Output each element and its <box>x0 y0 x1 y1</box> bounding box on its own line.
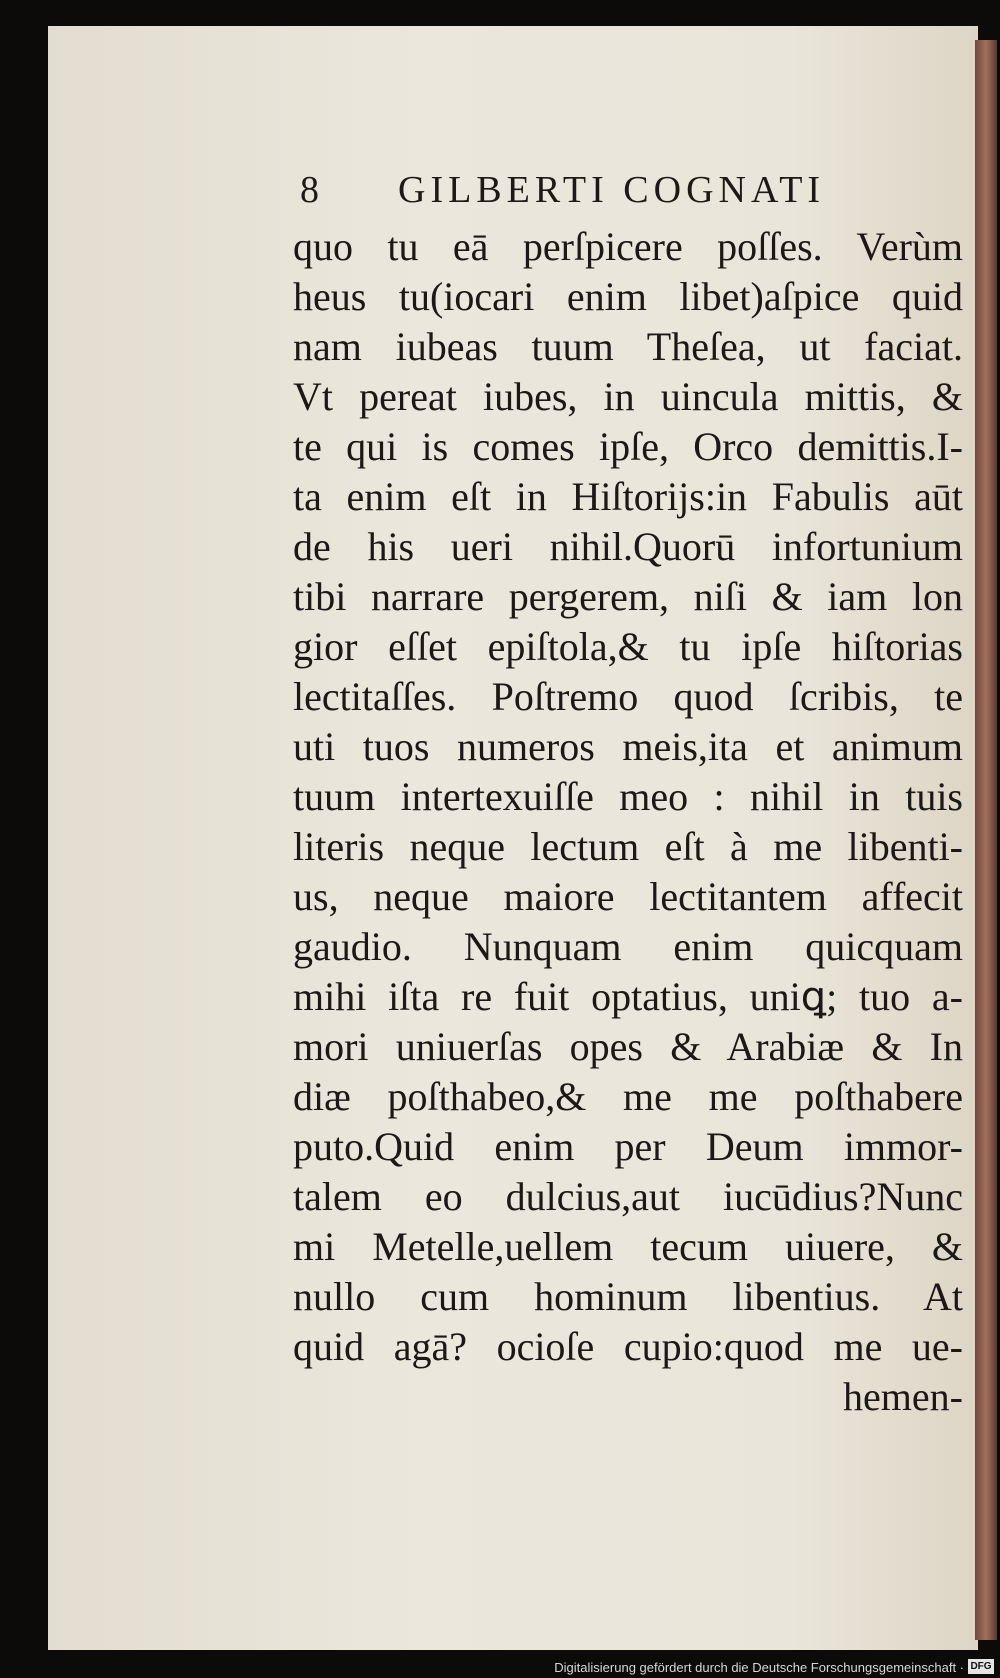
catchword: hemen- <box>843 1374 963 1419</box>
text-line: puto.Quid enim per Deum immor- <box>293 1124 963 1169</box>
text-line: heus tu(iocari enim libet)aſpice quid <box>293 274 963 319</box>
text-line: uti tuos numeros meis,ita et animum <box>293 724 963 769</box>
text-line: lectitaſſes. Poſtremo quod ſcribis, te <box>293 674 963 719</box>
text-line: gior eſſet epiſtola,& tu ipſe hiſtorias <box>293 624 963 669</box>
text-line: mori uniuerſas opes & Arabiæ & In <box>293 1024 963 1069</box>
text-line: quid agā? ocioſe cupio:quod me ue- <box>293 1324 963 1369</box>
text-line: ta enim eſt in Hiſtorijs:in Fabulis aūt <box>293 474 963 519</box>
text-line: diæ poſthabeo,& me me poſthabere <box>293 1074 963 1119</box>
page-number: 8 <box>300 169 323 211</box>
text-line: tuum intertexuiſſe meo : nihil in tuis <box>293 774 963 819</box>
text-line: tibi narrare pergerem, niſi & iam lon <box>293 574 963 619</box>
text-line: mi Metelle,uellem tecum uiuere, & <box>293 1224 963 1269</box>
text-line: mihi iſta re fuit optatius, uniꝗ; tuo a- <box>293 974 963 1019</box>
text-line: quo tu eā perſpicere poſſes. Verùm <box>293 224 963 269</box>
text-line: talem eo dulcius,aut iucūdius?Nunc <box>293 1174 963 1219</box>
running-title: GILBERTI COGNATI <box>398 169 826 211</box>
running-head <box>300 168 920 212</box>
text-line: de his ueri nihil.Quorū infortunium <box>293 524 963 569</box>
text-line: te qui is comes ipſe, Orco demittis.I- <box>293 424 963 469</box>
text-line: nam iubeas tuum Theſea, ut faciat. <box>293 324 963 369</box>
text-line: literis neque lectum eſt à me libenti- <box>293 824 963 869</box>
text-line: gaudio. Nunquam enim quicquam <box>293 924 963 969</box>
dfg-logo-icon: DFG <box>968 1659 994 1674</box>
digitization-credit: Digitalisierung gefördert durch die Deutsche Forschungsgemeinschaft · <box>554 1660 964 1675</box>
page-edge <box>975 40 997 1640</box>
text-block <box>293 222 963 1422</box>
text-line: us, neque maiore lectitantem affecit <box>293 874 963 919</box>
text-line: Vt pereat iubes, in uincula mittis, & <box>293 374 963 419</box>
text-line: nullo cum hominum libentius. At <box>293 1274 963 1319</box>
